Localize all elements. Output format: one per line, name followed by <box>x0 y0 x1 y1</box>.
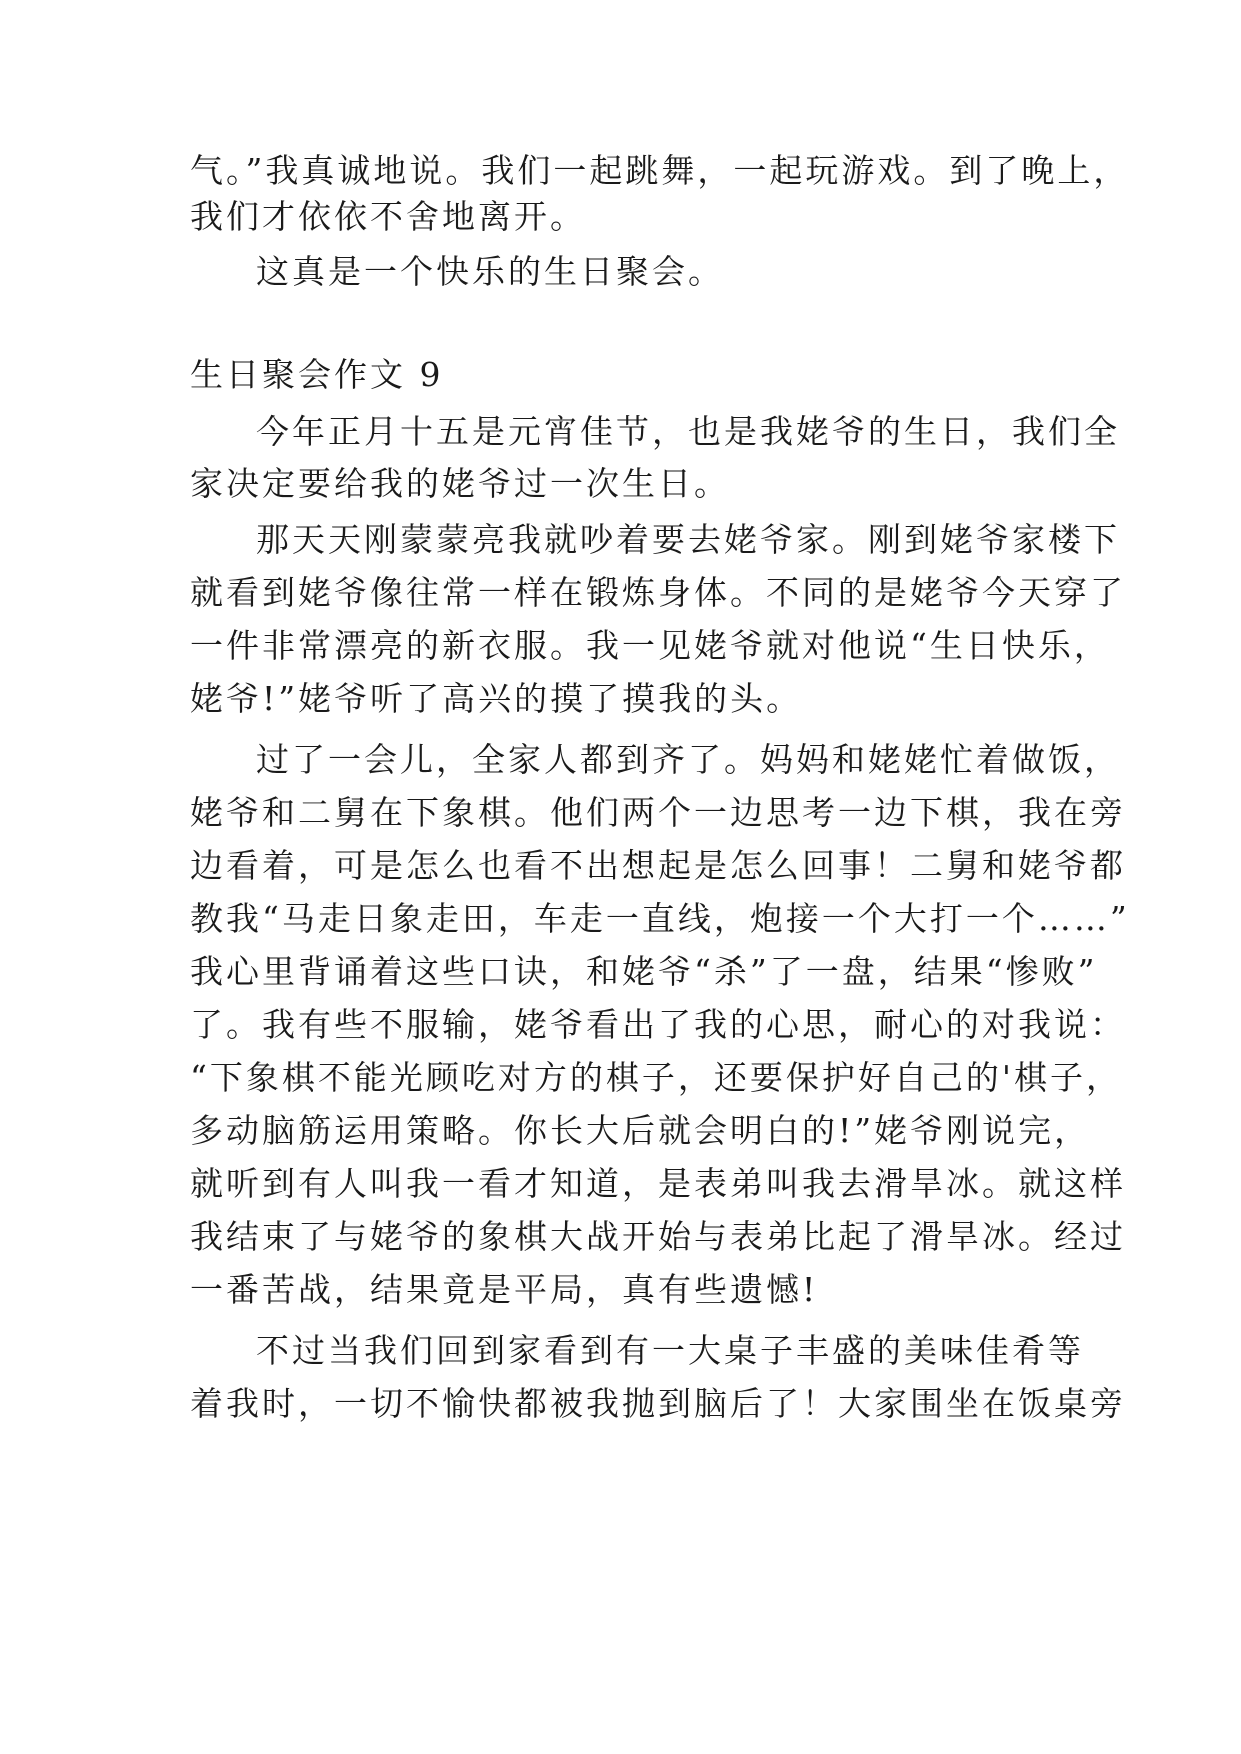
paragraph-line: 今年正月十五是元宵佳节，也是我姥爷的生日，我们全 <box>256 412 1120 451</box>
paragraph-line: 我们才依依不舍地离开。 <box>190 197 586 236</box>
paragraph-line: 家决定要给我的姥爷过一次生日。 <box>190 464 730 503</box>
section-heading: 生日聚会作文 9 <box>190 355 444 394</box>
paragraph-line: 着我时，一切不愉快都被我抛到脑后了！大家围坐在饭桌旁 <box>190 1384 1126 1423</box>
paragraph-line: 不过当我们回到家看到有一大桌子丰盛的美味佳肴等 <box>256 1331 1084 1370</box>
paragraph-line: 姥爷!”姥爷听了高兴的摸了摸我的头。 <box>190 679 803 718</box>
paragraph-line: 那天天刚蒙蒙亮我就吵着要去姥爷家。刚到姥爷家楼下 <box>256 520 1120 559</box>
paragraph-line: 我心里背诵着这些口诀，和姥爷“杀”了一盘，结果“惨败” <box>190 952 1098 991</box>
paragraph-line: 教我“马走日象走田，车走一直线，炮接一个大打一个……” <box>190 899 1130 938</box>
paragraph-line: “下象棋不能光顾吃对方的棋子，还要保护好自己的'棋子， <box>190 1058 1122 1097</box>
paragraph-line: 气。”我真诚地说。我们一起跳舞，一起玩游戏。到了晚上， <box>190 151 1130 190</box>
paragraph-line: 过了一会儿，全家人都到齐了。妈妈和姥姥忙着做饭， <box>256 740 1120 779</box>
paragraph-line: 这真是一个快乐的生日聚会。 <box>256 252 724 291</box>
paragraph-line: 就看到姥爷像往常一样在锻炼身体。不同的是姥爷今天穿了 <box>190 573 1126 612</box>
paragraph-line: 一番苦战，结果竟是平局，真有些遗憾! <box>190 1270 819 1309</box>
paragraph-line: 了。我有些不服输，姥爷看出了我的心思，耐心的对我说： <box>190 1005 1126 1044</box>
paragraph-line: 边看着，可是怎么也看不出想起是怎么回事！二舅和姥爷都 <box>190 846 1126 885</box>
paragraph-line: 我结束了与姥爷的象棋大战开始与表弟比起了滑旱冰。经过 <box>190 1217 1126 1256</box>
paragraph-line: 一件非常漂亮的新衣服。我一见姥爷就对他说“生日快乐， <box>190 626 1110 665</box>
paragraph-line: 多动脑筋运用策略。你长大后就会明白的!”姥爷刚说完， <box>190 1111 1091 1150</box>
paragraph-line: 姥爷和二舅在下象棋。他们两个一边思考一边下棋，我在旁 <box>190 793 1126 832</box>
paragraph-line: 就听到有人叫我一看才知道，是表弟叫我去滑旱冰。就这样 <box>190 1164 1126 1203</box>
